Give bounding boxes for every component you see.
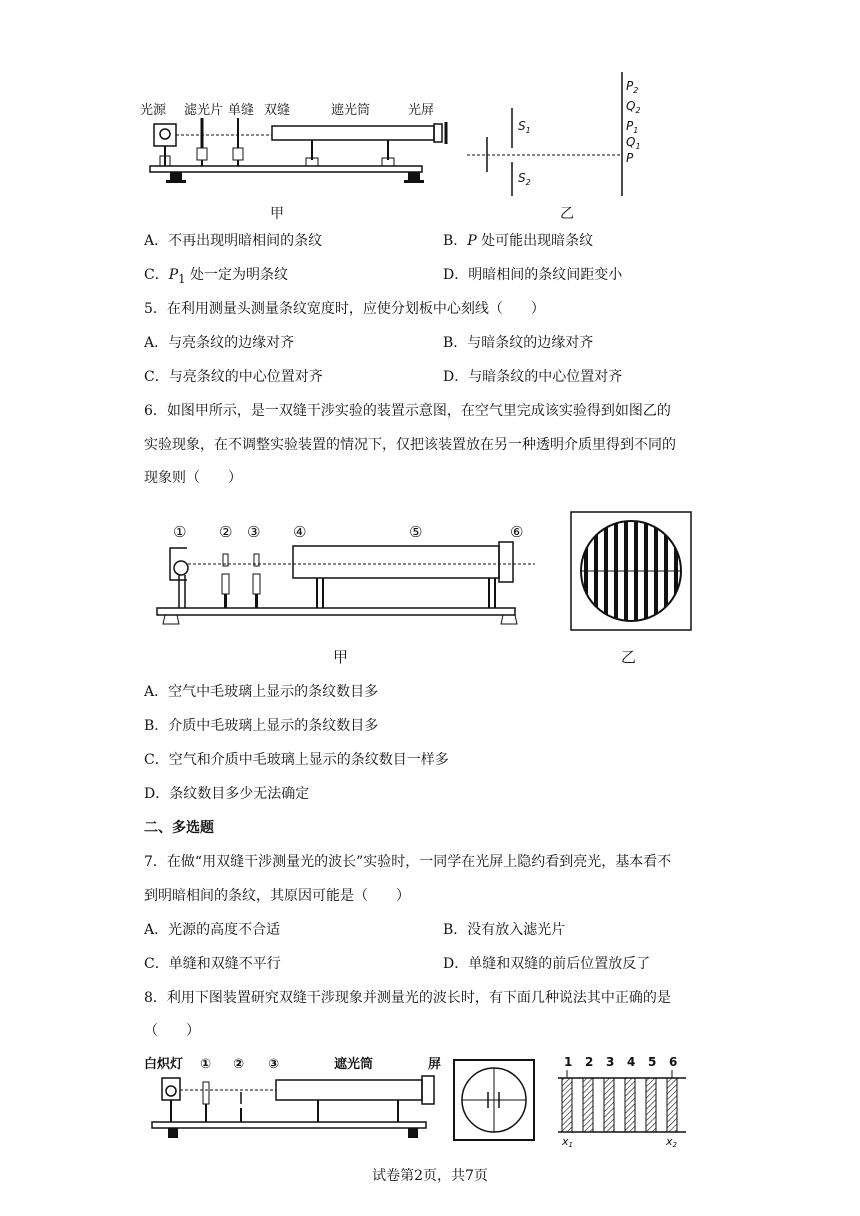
svg-text:P2: $P_2$: [626, 79, 639, 95]
svg-text:3: 3: [606, 1055, 615, 1069]
q6-stem-line3: 现象则（ ）: [144, 470, 242, 486]
label-light-source: 光源: [140, 103, 167, 118]
svg-text:x1: x1: [562, 1135, 573, 1148]
figure-apparatus-1: [140, 68, 460, 193]
q6-stem-line2: 实验现象，在不调整实验装置的情况下，仅把该装置放在另一种透明介质里得到不同的: [144, 437, 676, 453]
fig2-num-3: ③: [247, 523, 261, 541]
fig3-label-2: ②: [233, 1057, 245, 1072]
q6-option-d: D．条纹数目多少无法确定: [144, 786, 310, 802]
figure1-caption-right: 乙: [560, 206, 574, 222]
svg-text:2: 2: [585, 1055, 594, 1069]
figure-apparatus-3: [140, 1052, 450, 1144]
q6-option-c: C．空气和介质中毛玻璃上显示的条纹数目一样多: [144, 752, 449, 768]
figure-apparatus-2: [155, 520, 545, 632]
label-screen: 光屏: [408, 103, 435, 118]
svg-text:6: 6: [669, 1055, 678, 1069]
q4-option-d: D．明暗相间的条纹间距变小: [443, 267, 623, 283]
q4-option-a: A．不再出现明暗相间的条纹: [144, 233, 323, 249]
q4-option-b: B．P 处可能出现暗条纹: [443, 233, 594, 249]
fig2-num-1: ①: [173, 523, 187, 541]
q5-option-c: C．与亮条纹的中心位置对齐: [144, 369, 323, 385]
fig2-num-4: ④: [293, 523, 307, 541]
q5-option-d: D．与暗条纹的中心位置对齐: [443, 369, 623, 385]
q7-option-c: C．单缝和双缝不平行: [144, 956, 281, 972]
figure2-caption-right: 乙: [621, 648, 637, 666]
q5-stem: 5．在利用测量头测量条纹宽度时，应使分划板中心刻线（ ）: [144, 301, 545, 317]
q4-option-c: C．$P_1$ 处一定为明条纹: [144, 267, 289, 286]
fig2-num-2: ②: [219, 523, 233, 541]
label-tube: 遮光筒: [331, 103, 371, 118]
svg-text:Q2: $Q_2$: [626, 99, 641, 115]
figure1-caption-left: 甲: [270, 206, 284, 222]
figure-slit-screen-1: [462, 72, 662, 197]
label-double-slit: 双缝: [264, 103, 291, 118]
figure-fringe-pattern: [570, 511, 692, 631]
svg-text:1: 1: [564, 1055, 573, 1069]
figure-fringes-numbered: [556, 1052, 688, 1148]
svg-text:4: 4: [627, 1055, 636, 1069]
fig3-label-3: ③: [268, 1057, 280, 1072]
q7-stem-line2: 到明暗相间的条纹，其原因可能是（ ）: [144, 888, 410, 904]
label-single-slit: 单缝: [228, 103, 255, 118]
svg-text:S1: $S_1$: [518, 119, 531, 135]
fig3-label-1: ①: [200, 1057, 212, 1072]
page-footer: 试卷第2页，共7页: [372, 1168, 488, 1184]
q7-option-d: D．单缝和双缝的前后位置放反了: [443, 956, 651, 972]
fig3-label-tube: 遮光筒: [334, 1057, 374, 1072]
fig2-num-6: ⑥: [510, 523, 524, 541]
svg-text:Q1: $Q_1$: [626, 135, 641, 151]
q8-stem-line1: 8．利用下图装置研究双缝干涉现象并测量光的波长时，有下面几种说法其中正确的是: [144, 990, 671, 1006]
q7-stem-line1: 7．在做“用双缝干涉测量光的波长”实验时，一同学在光屏上隐约看到亮光，基本看不: [144, 854, 672, 870]
svg-text:P1: $P_1$: [626, 119, 639, 135]
q8-stem-line2: （ ）: [144, 1023, 200, 1039]
q6-option-b: B．介质中毛玻璃上显示的条纹数目多: [144, 718, 379, 734]
fig3-label-screen: 屏: [428, 1057, 442, 1072]
section-heading: 二、多选题: [144, 820, 214, 836]
q5-option-a: A．与亮条纹的边缘对齐: [144, 335, 295, 351]
svg-text:S2: $S_2$: [518, 171, 531, 187]
figure-reticle: [453, 1059, 535, 1141]
svg-text:P: P: [626, 151, 634, 165]
svg-text:x2: x2: [666, 1135, 677, 1148]
q7-option-b: B．没有放入滤光片: [443, 922, 566, 938]
q6-stem-line1: 6．如图甲所示，是一双缝干涉实验的装置示意图，在空气里完成该实验得到如图乙的: [144, 403, 671, 419]
label-filter: 滤光片: [184, 103, 224, 118]
figure2-caption-left: 甲: [333, 648, 349, 666]
q5-option-b: B．与暗条纹的边缘对齐: [443, 335, 594, 351]
svg-text:5: 5: [648, 1055, 657, 1069]
q6-option-a: A．空气中毛玻璃上显示的条纹数目多: [144, 684, 379, 700]
q7-option-a: A．光源的高度不合适: [144, 922, 281, 938]
fig3-label-lamp: 白炽灯: [144, 1057, 184, 1072]
fig2-num-5: ⑤: [409, 523, 423, 541]
